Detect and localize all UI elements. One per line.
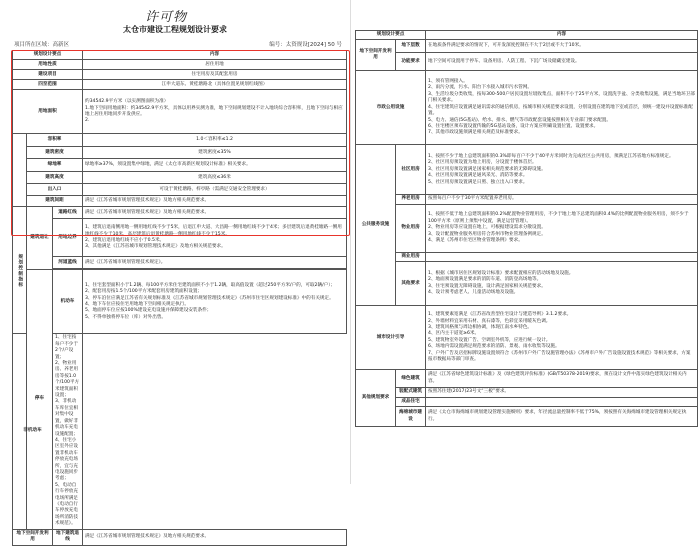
setback-label: 建筑退让: [27, 207, 53, 270]
green-ratio-label: 绿地率: [27, 159, 83, 172]
property-label: 物业用房: [396, 204, 426, 252]
other-item: 2、地面须设置满足要求的消防车道、消防登高场地等。: [428, 277, 542, 283]
function-value: 地下空间可设置用于停车、设备用房、人防工程、下沉广场及储藏室建设。: [426, 53, 698, 71]
nonmotor-label: 非机动车: [13, 334, 53, 529]
planning-requirements-table-left: [12, 50, 347, 546]
header-item: 规划设计要点: [356, 31, 426, 40]
urban-item: 2、外墙材料宜采用石材、真石漆等，色彩宜采用暖灰色调。: [428, 318, 551, 324]
area-item: 1.地下空间用地面积：约34542.9平方米，具体以用界实测为准，地下空间规划建设不计入地块综合容积率，且地下空间与相应地上居住用地同步开发供应。: [85, 105, 343, 117]
handwritten-annotation: 许可物: [145, 10, 188, 25]
land-boundary-item: 3、其他满足《江苏省城市规划管理技术规定》及地方相关规范要求。: [85, 244, 226, 250]
indicator-group-cell: [13, 134, 27, 207]
utility-item: 1、须有管网接入。: [428, 79, 468, 85]
height-label: 建筑高度: [27, 172, 83, 184]
urban-item: 6、场地内需设置满足规范要求的消防、景观、雨水收集等设施。: [428, 344, 560, 350]
prefab-label: 装配式建筑: [396, 388, 426, 397]
other-item: 4、设计须考虑老人、儿童活动场地及设施。: [428, 290, 519, 296]
header-content: 内容: [83, 51, 347, 60]
property-item: 2、物业用房等应设置在地上，可根据建设需求分散设置。: [428, 225, 546, 231]
planning-requirements-table-right: [355, 30, 698, 427]
header-item: 规划设计要点: [13, 51, 83, 60]
public-service-label: 公共服务设施: [356, 145, 396, 306]
underground-label: 地下空间开发利用: [13, 529, 53, 545]
project-location: 项目所在区域：高新区: [14, 42, 70, 48]
other-requirements-value: [426, 262, 698, 306]
motor-item: 4、地下车位应按住宅用地地下空间相关规定执行。: [85, 301, 189, 307]
green-building-value: 满足《江苏省绿色建筑设计标准》及《绿色建筑评价标准》(GB/T50378-2019)要求，须在设计文件中落实绿色建筑设计相关内容。: [426, 370, 698, 388]
underground-depth-value: 在地质条件满足要求的情况下，可开发深度控制在不大于2层或不大于10米。: [426, 40, 698, 53]
road-setback-label: 道路红线: [53, 207, 83, 219]
land-use-value: 居住用地: [83, 60, 347, 70]
other-requirements-label: 其他要求: [396, 262, 426, 306]
nonmotor-item: 5、电动自行车停放充电场所满足《电动自行车停放充电场所消防技术规范》。: [55, 482, 78, 527]
motor-item: 1、住宅套型面积小于1.2辆、每100平方米住宅建筑面积不小于1.2辆，取高值设置（超过250平方米/户的，可取2辆/户）；: [85, 282, 336, 288]
finished-housing-label: 成品住宅: [396, 397, 426, 406]
land-use-label: 用地性质: [13, 60, 83, 70]
property-item: 4、满足《苏州市住宅区物业管理条例》要求。: [428, 237, 523, 243]
urban-item: 3、建筑风格须与周边相协调，体现江南水乡特色。: [428, 324, 533, 330]
motor-item: 2、配套用房按1.5个/100平方米配套用房建筑面积设置；: [85, 289, 203, 295]
urban-item: 4、区内主干道宽≥6米。: [428, 331, 480, 337]
commercial-value: [426, 252, 698, 261]
density-value: 建筑密度≤35%: [83, 147, 347, 159]
other-item: 3、住宅须设置无障碍设施，设计满足国家相关规范要求。: [428, 283, 546, 289]
motor-label: 机动车: [53, 270, 83, 334]
urban-item: 7、户外广告及店招标牌设施设置须符合《苏州市户外广告设施管理办法》《苏州市户外广告设施设置技术规范》等相关要求，方案报市数据局等部门审查。: [428, 350, 691, 362]
community-label: 社区用房: [396, 145, 426, 195]
area-value: [83, 90, 347, 134]
underground-depth-label: 地下层数: [396, 40, 426, 53]
utility-value: [426, 71, 698, 145]
river-label: 河道蓝线: [53, 257, 83, 269]
nonmotor-item: 2、物业用房、养老用房等按1.0个/100平方米建筑面积设置；: [55, 361, 80, 399]
entrance-label: 出入口: [27, 184, 83, 196]
utility-item: 7、其他市政设施须满足相关规范及标准要求。: [428, 130, 523, 136]
land-boundary-value: [83, 219, 347, 257]
motor-item: 3、停车泊位应满足江苏省有关规划标准及《江苏省城市规划管理技术规定》《苏州市住宅区规划建设标准》中的有关规定。: [85, 295, 334, 301]
community-item: 5、社区用房须设置满足日照、独立出入口要求。: [428, 179, 528, 185]
community-item: 2、社区用房须设置为地上用房，分设置于楼体首层。: [428, 160, 537, 166]
community-item: 1、按照不少于地上总建筑面积的0.3%即每百户不少于40平方米同时为完成社区公共用房，须满足江苏省地方标准规定。: [428, 153, 674, 159]
spacing-label: 建筑间距: [27, 196, 83, 207]
green-building-label: 绿色建筑: [396, 370, 426, 388]
planning-control-group: 规划控制指标: [13, 207, 27, 334]
building-use-value: 住宅用房及其配套用房: [83, 70, 347, 80]
utility-label: 市政公用设施: [356, 71, 426, 145]
header-content: 内容: [426, 31, 698, 40]
height-value: 建筑高度≤36米: [83, 172, 347, 184]
document-number: 编号：太资规设[2024] 50 号: [269, 42, 342, 48]
boundary-label: 四至范围: [13, 80, 83, 90]
land-boundary-item: 1、建筑后退南侧用地一侧用地红线不少于5米，后退江申大道、大昌路一侧用地红线不少于4米；多层建筑后退黄桂塘路一侧用地红线不少于10米，高层建筑后退黄桂塘路一侧用地红线不少于15米。: [85, 225, 342, 237]
urban-design-value: [426, 306, 698, 370]
right-page: [350, 0, 700, 484]
urban-item: 1、建筑要素宽满足《江苏省改善型住宅设计与建造导则》3.1.2要求。: [428, 312, 572, 318]
urban-design-label: 城市设计引导: [356, 306, 426, 370]
utility-item: 3、生活垃圾分类收集，按每300-500户居民设置垃圾收集点，面积不小于25平方米，设置洗手盆、分类收集设施，满足当地环卫部门相关要求。: [428, 91, 695, 104]
nonmotor-item: 1、住宅按每户不少于2个/户设置；: [55, 335, 78, 360]
elderly-value: 按照每百户不少于30平方米配置养老用房。: [426, 195, 698, 204]
density-label: 建筑密度: [27, 147, 83, 159]
far-value: 1.0＜容积率≤1.2: [83, 134, 347, 147]
elderly-label: 养老用房: [396, 195, 426, 204]
underground-value: 满足《江苏省城市规划管理技术规定》及地方相关规范要求。: [83, 529, 347, 545]
nonmotor-item: 3、非机动车库位宜相对集中设置，做好非机动车充电设施配置；: [55, 399, 78, 437]
area-item: 约34542.9平方米（以实测图面积为准）: [85, 99, 169, 105]
road-setback-value: 满足《江苏省城市规划管理技术规定》及地方相关规范要求。: [83, 207, 347, 219]
property-item: 1、按照不低于地上总建筑面积的0.2%配置物业管理用房，不少于地上地下总建筑面积0.4%的比例配置物业服务用房，须不少于100平方米（原则上须集中设置，满足运营管理）。: [428, 212, 689, 224]
motor-value: [83, 270, 347, 334]
underground-group: 地下空间开发利用: [356, 40, 396, 71]
land-boundary-item: 2、建筑后退用地红线不应小于0.5米。: [85, 237, 165, 243]
parking-label: 停车: [27, 270, 53, 529]
nonmotor-value: [53, 334, 83, 529]
prefab-value: 按照苏住建(2017)23号文“三板”要求。: [426, 388, 698, 397]
other-planning-group: 其他规划要求: [356, 370, 396, 427]
nonmotor-item: 4、住宅小区室外应设置非机动车停放充电场所，宜与充电设施同步考虑；: [55, 437, 78, 482]
property-value: [426, 204, 698, 252]
community-value: [426, 145, 698, 195]
utility-item: 5、电力、通信(5G基站)、给水、排水、燃气等市政配套设施按照相关专业部门要求配置。: [428, 117, 611, 123]
boundary-value: 江申大道东、黄桂塘路北（具体位置见规划红线图）: [83, 80, 347, 90]
underground-sub-label: 地下建筑退线: [53, 529, 83, 545]
other-item: 1、根据《城市居住区规划设计标准》要求配置相应的活动场地及设施。: [428, 270, 574, 276]
motor-item: 5、不得单独将停车位（库）对外出售。: [85, 314, 167, 320]
utility-item: 4、住宅建筑应设置满足通讯需求的通信机房，按城市相关规范要求设置，分别设置在建筑地下室或首层，须统一建设并设置标准配置。: [428, 104, 693, 117]
land-boundary-label: 用地边界: [53, 219, 83, 257]
entrance-value: 可设于黄桂塘路、梓亭路（需满足交通安全管理要求）: [83, 184, 347, 196]
community-item: 4、社区用房须设置满足通风采光、消防等要求。: [428, 173, 528, 179]
spacing-value: 满足《江苏省城市规划管理技术规定》及地方相关规范要求。: [83, 196, 347, 207]
sponge-city-label: 海绵城市建设: [396, 407, 426, 427]
far-label: 容积率: [27, 134, 83, 147]
motor-item: 5、地面停车位应按100%建设充电设施并保障建设安装条件；: [85, 308, 212, 314]
utility-item: 2、雨污分流，污水、阳台下水接入城市污水管网。: [428, 85, 533, 91]
river-value: 满足《江苏省城市规划管理技术规定》。: [83, 257, 347, 269]
area-label: 用地面积: [13, 90, 83, 134]
commercial-label: 商业用房: [396, 252, 426, 261]
left-page: [0, 0, 350, 543]
community-item: 3、社区用房须设置满足国家相关规范要求的无障碍设施。: [428, 166, 546, 172]
property-item: 3、设计配置物业服务用房符合苏州市物业管理条例规定。: [428, 231, 546, 237]
urban-item: 5、建筑物室外设置广告、空调室外机等，应进行统一设计。: [428, 337, 551, 343]
function-label: 功能要求: [396, 53, 426, 71]
building-use-label: 建设项目: [13, 70, 83, 80]
document-title: 太仓市建设工程规划设计要求: [123, 25, 227, 34]
utility-item: 6、住宅楼区须布置设置传输的5G基站设备，设计方案应明确设置位置、设置要求。: [428, 123, 599, 129]
finished-housing-value: [426, 397, 698, 406]
sponge-city-value: 满足《太仓市海绵城市规划建设管理实施细则》要求，年径流总量控制率不低于75%，须按照有关海绵城市建设管理相关规定执行。: [426, 407, 698, 427]
area-item: 2.: [85, 118, 90, 124]
green-ratio-value: 绿地率≥37%，须设置集中绿地，满足《太仓市高新区规划设计标准》相关要求。: [83, 159, 347, 172]
